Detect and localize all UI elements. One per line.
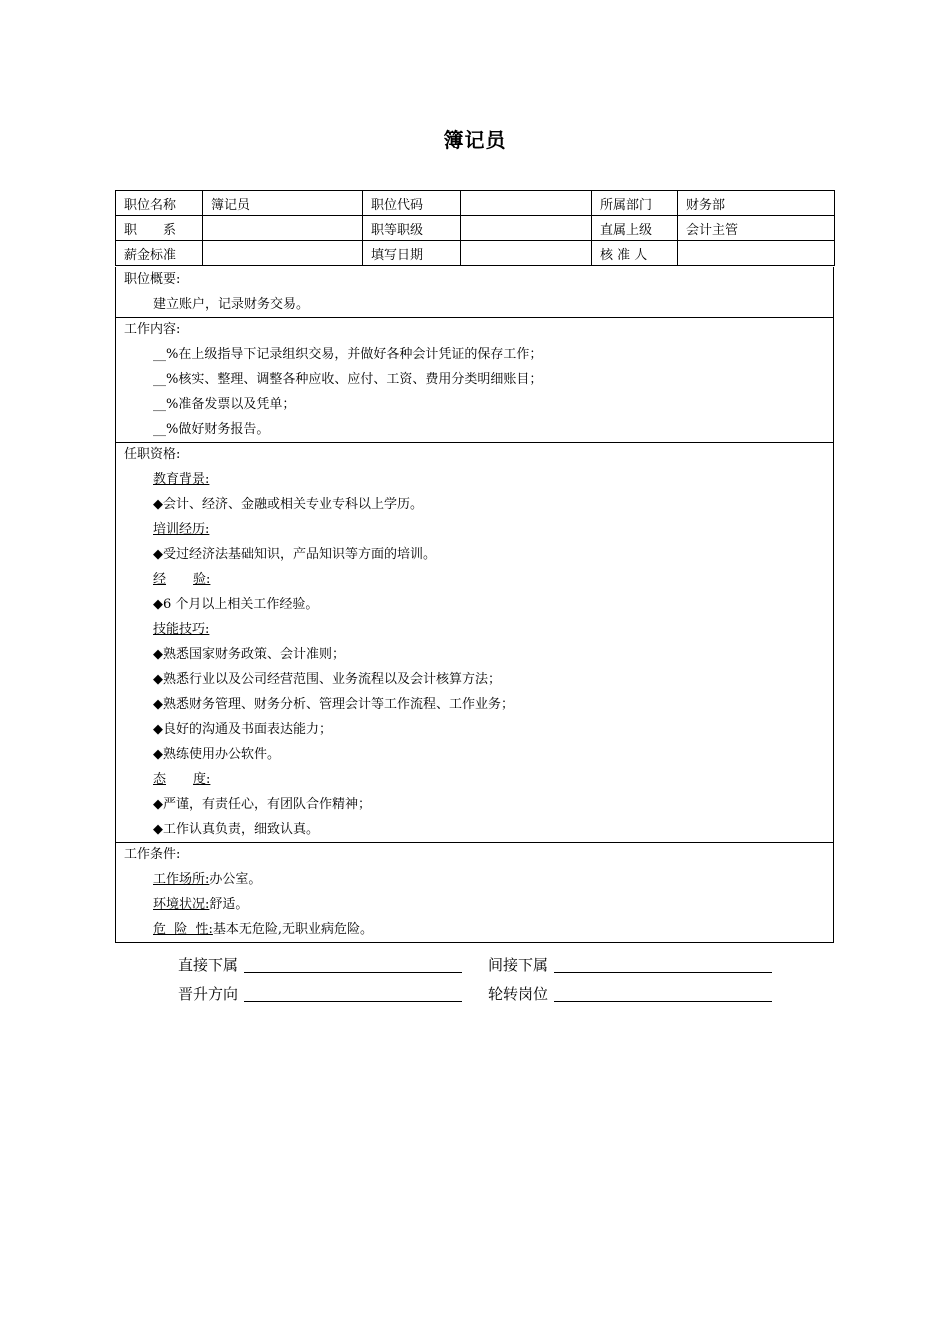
value-job-family <box>203 216 363 241</box>
label-job-family: 职 系 <box>116 216 203 241</box>
value-department: 财务部 <box>678 191 835 216</box>
promotion-label: 晋升方向 <box>178 985 239 1003</box>
indirect-subordinate-blank[interactable] <box>554 972 772 973</box>
overview-section <box>115 267 834 318</box>
attitude-item: ◆工作认真负责，细致认真。 <box>153 822 319 837</box>
position-info-table <box>115 190 835 266</box>
value-position-name: 簿记员 <box>203 191 363 216</box>
label-position-code: 职位代码 <box>363 191 461 216</box>
value-grade <box>461 216 592 241</box>
indirect-subordinate-label: 间接下属 <box>488 956 549 974</box>
work-item: __%准备发票以及凭单； <box>153 397 296 412</box>
rotation-label: 轮转岗位 <box>488 985 549 1003</box>
overview-heading: 职位概要: <box>124 272 181 287</box>
attitude-label-b: 度: <box>193 772 211 787</box>
attitude-label-a: 态 <box>153 772 167 787</box>
education-label: 教育背景: <box>153 472 210 487</box>
value-approver <box>678 241 835 266</box>
value-supervisor: 会计主管 <box>678 216 835 241</box>
work-heading: 工作内容: <box>124 322 181 337</box>
label-approver: 核 准 人 <box>592 241 678 266</box>
conditions-heading: 工作条件: <box>124 847 181 862</box>
environment-label: 环境状况: <box>153 897 210 912</box>
promotion-blank[interactable] <box>244 1001 462 1002</box>
work-item: __%核实、整理、调整各种应收、应付、工资、费用分类明细账目； <box>153 372 543 387</box>
table-row <box>116 216 835 241</box>
skill-item: ◆熟练使用办公软件。 <box>153 747 280 762</box>
training-item: ◆受过经济法基础知识，产品知识等方面的培训。 <box>153 547 436 562</box>
work-section <box>115 318 834 443</box>
skill-item: ◆熟悉行业以及公司经营范围、业务流程以及会计核算方法； <box>153 672 501 687</box>
rotation-blank[interactable] <box>554 1001 772 1002</box>
education-item: ◆会计、经济、金融或相关专业专科以上学历。 <box>153 497 423 512</box>
skill-item: ◆熟悉财务管理、财务分析、管理会计等工作流程、工作业务； <box>153 697 514 712</box>
label-fill-date: 填写日期 <box>363 241 461 266</box>
overview-text: 建立账户，记录财务交易。 <box>153 297 310 312</box>
risk-value: 基本无危险,无职业病危险。 <box>212 922 374 937</box>
label-position-name: 职位名称 <box>116 191 203 216</box>
skill-item: ◆良好的沟通及书面表达能力； <box>153 722 332 737</box>
skill-item: ◆熟悉国家财务政策、会计准则； <box>153 647 345 662</box>
experience-item: ◆6 个月以上相关工作经验。 <box>153 597 319 612</box>
label-department: 所属部门 <box>592 191 678 216</box>
work-item: __%做好财务报告。 <box>153 422 270 437</box>
risk-label: 危 险 性: <box>153 922 213 937</box>
environment-value: 舒适。 <box>209 897 249 912</box>
qualification-section <box>115 443 834 843</box>
qualification-heading: 任职资格: <box>124 447 181 462</box>
table-row <box>116 191 835 216</box>
place-label: 工作场所: <box>153 872 210 887</box>
label-grade: 职等职级 <box>363 216 461 241</box>
table-row <box>116 241 835 266</box>
work-item: __%在上级指导下记录组织交易，并做好各种会计凭证的保存工作； <box>153 347 543 362</box>
value-position-code <box>461 191 592 216</box>
direct-subordinate-label: 直接下属 <box>178 956 239 974</box>
value-salary <box>203 241 363 266</box>
direct-subordinate-blank[interactable] <box>244 972 462 973</box>
place-value: 办公室。 <box>209 872 262 887</box>
conditions-section <box>115 843 834 943</box>
condition-place <box>153 871 261 889</box>
value-fill-date <box>461 241 592 266</box>
attitude-label <box>153 771 210 789</box>
label-salary: 薪金标准 <box>116 241 203 266</box>
experience-label-b: 验: <box>193 572 211 587</box>
experience-label <box>153 571 210 589</box>
experience-label-a: 经 <box>153 572 167 587</box>
label-supervisor: 直属上级 <box>592 216 678 241</box>
skills-label: 技能技巧: <box>153 622 210 637</box>
training-label: 培训经历: <box>153 522 210 537</box>
page-title: 簿记员 <box>443 128 507 152</box>
condition-risk <box>153 921 373 939</box>
condition-environment <box>153 896 248 914</box>
attitude-item: ◆严谨，有责任心，有团队合作精神； <box>153 797 371 812</box>
